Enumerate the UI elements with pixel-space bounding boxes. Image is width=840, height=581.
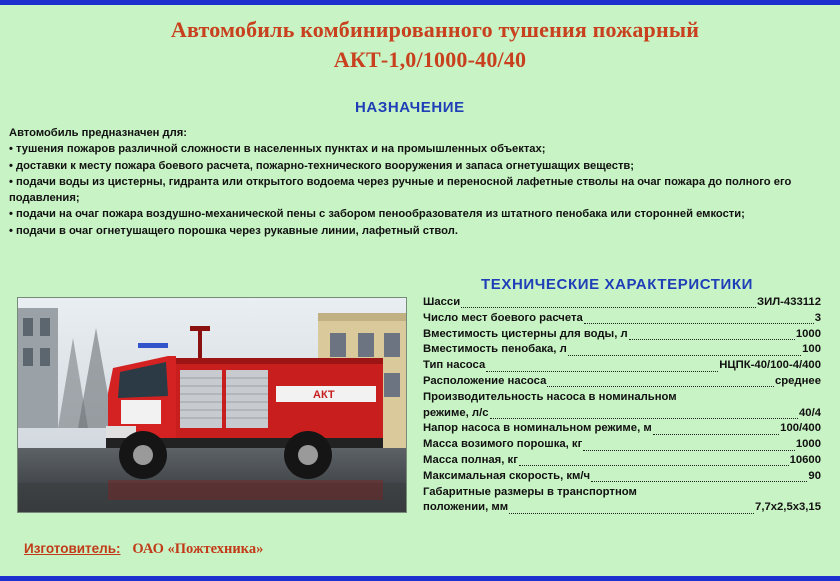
truck-label: АКТ <box>313 389 335 401</box>
spec-value: 1000 <box>795 327 821 340</box>
spec-row <box>423 342 821 358</box>
spec-value: 3 <box>814 311 821 324</box>
spec-row <box>423 453 821 469</box>
spec-value: среднее <box>774 374 821 387</box>
tech-specs-list <box>423 295 821 516</box>
spec-row <box>423 500 821 516</box>
spec-value: 10600 <box>789 453 821 466</box>
spec-label: Масса полная, кг <box>423 453 518 466</box>
purpose-item: • тушения пожаров различной сложности в населенных пунктах и на промышленных объектах; <box>9 143 546 156</box>
spec-value: НЦПК-40/100-4/400 <box>719 359 821 372</box>
spec-label: Масса возимого порошка, кг <box>423 438 583 451</box>
manufacturer-label: Изготовитель: <box>24 541 121 556</box>
spec-row <box>423 358 821 374</box>
spec-label: Шасси <box>423 296 461 308</box>
purpose-item: • подачи в очаг огнетушащего порошка через рукавные линии, лафетный ствол. <box>9 224 458 237</box>
spec-row <box>423 406 821 422</box>
purpose-item: • доставки к месту пожара боевого расчета, пожарно-технического вооружения и запаса огнетушащих веществ; <box>9 159 635 172</box>
spec-value: 1000 <box>795 438 821 451</box>
spec-label: Максимальная скорость, км/ч <box>423 469 591 482</box>
spec-row <box>423 469 821 485</box>
purpose-item: • подачи воды из цистерны, гидранта или открытого водоема через ручные и переносной лафетные стволы на очаг пожара до полного его подавления; <box>9 175 792 205</box>
spec-value: 90 <box>808 469 821 482</box>
spec-row <box>423 437 821 453</box>
spec-row <box>423 295 821 311</box>
spec-value: ЗИЛ-433112 <box>757 296 821 308</box>
page-title: Автомобиль комбинированного тушения пожарный <box>170 17 700 42</box>
spec-label: режиме, л/с <box>423 406 489 419</box>
purpose-heading: НАЗНАЧЕНИЕ <box>355 99 465 116</box>
bottom-border <box>0 576 840 581</box>
manufacturer-name: ОАО «Пожтехника» <box>132 541 264 557</box>
spec-label: Напор насоса в номинальном режиме, м <box>423 422 652 435</box>
spec-row <box>423 327 821 343</box>
purpose-text <box>9 125 834 239</box>
spec-value: 7,7х2,5х3,15 <box>755 501 821 514</box>
fire-truck-illustration <box>18 298 406 512</box>
spec-label-line1: Габаритные размеры в транспортном <box>423 485 637 498</box>
spec-value: 40/4 <box>799 406 821 419</box>
spec-row <box>423 421 821 437</box>
spec-label: Расположение насоса <box>423 374 547 387</box>
spec-value: 100 <box>802 343 821 356</box>
spec-label: Число мест боевого расчета <box>423 311 583 324</box>
top-border <box>0 0 840 5</box>
purpose-item: • подачи на очаг пожара воздушно-механической пены с забором пенообразователя из штатного пенобака или сторонней емкости; <box>9 208 745 221</box>
purpose-intro: Автомобиль предназначен для: <box>9 127 188 139</box>
fire-truck-photo <box>17 297 407 513</box>
spec-value: 100/400 <box>780 422 821 435</box>
spec-label: Тип насоса <box>423 359 486 372</box>
page-subtitle-model: АКТ-1,0/1000-40/40 <box>333 47 527 72</box>
spec-label-line1: Производительность насоса в номинальном <box>423 390 677 403</box>
spec-label: Вместимость цистерны для воды, л <box>423 327 628 340</box>
spec-row <box>423 311 821 327</box>
tech-specs-heading: ТЕХНИЧЕСКИЕ ХАРАКТЕРИСТИКИ <box>481 276 754 293</box>
spec-label: Вместимость пенобака, л <box>423 343 567 356</box>
spec-label: положении, мм <box>423 501 509 514</box>
manufacturer <box>24 541 263 558</box>
spec-row <box>423 374 821 390</box>
